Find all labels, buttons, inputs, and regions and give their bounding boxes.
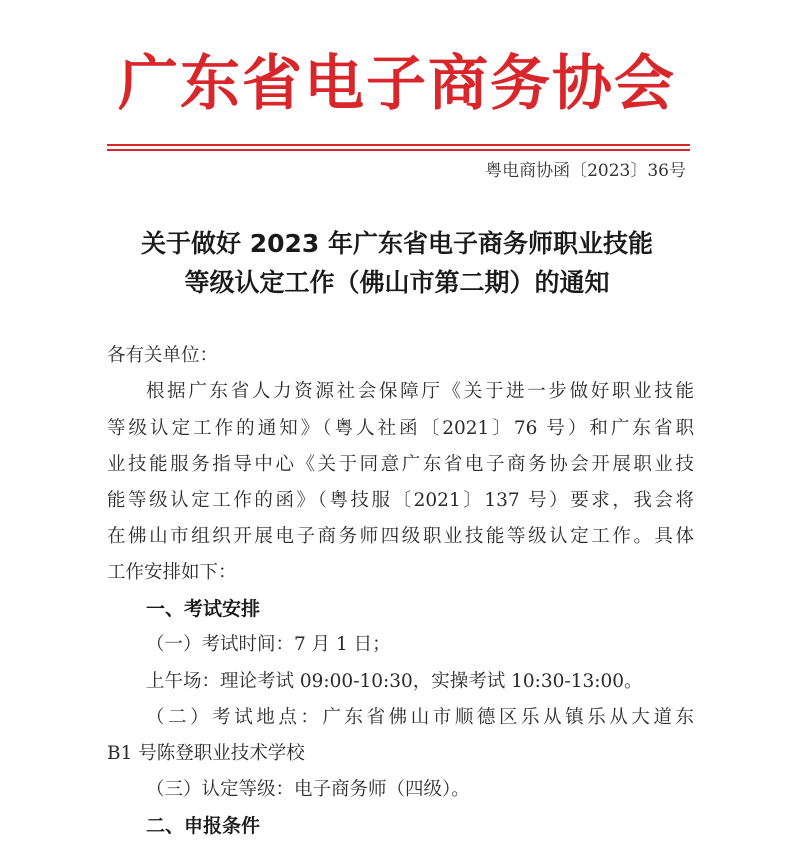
paragraph-line: 业技能服务指导中心《关于同意广东省电子商务协会开展职业技 bbox=[107, 454, 694, 475]
salutation: 各有关单位： bbox=[107, 345, 219, 366]
exam-time-detail: 上午场：理论考试 09:00-10:30，实操考试 10:30-13:00。 bbox=[146, 671, 643, 692]
paragraph-line: 在佛山市组织开展电子商务师四级职业技能等级认定工作。具体 bbox=[107, 526, 694, 547]
paragraph-line: 能等级认定工作的函》（粤技服〔2021〕137 号）要求，我会将 bbox=[107, 490, 694, 511]
document-number: 粤电商协函〔2023〕36号 bbox=[485, 161, 686, 181]
exam-location-item: （二）考试地点：广东省佛山市顺德区乐从镇乐从大道东 bbox=[146, 707, 694, 728]
paragraph-line: 根据广东省人力资源社会保障厅《关于进一步做好职业技能 bbox=[146, 381, 694, 402]
certification-level-item: （三）认定等级：电子商务师（四级）。 bbox=[146, 779, 470, 800]
exam-location-continued: B1 号陈登职业技术学校 bbox=[107, 743, 305, 764]
section-heading-application-conditions: 二、申报条件 bbox=[146, 815, 261, 837]
letterhead-divider-thick bbox=[107, 144, 690, 146]
section-heading-exam-arrangement: 一、考试安排 bbox=[146, 598, 261, 620]
document-title-line-1: 关于做好 2023 年广东省电子商务师职业技能 bbox=[141, 229, 653, 258]
letterhead-org-name: 广东省电子商务协会 bbox=[118, 49, 676, 119]
exam-time-item: （一）考试时间：7 月 1 日； bbox=[146, 634, 391, 655]
letterhead-divider-thin bbox=[107, 149, 690, 151]
paragraph-line: 工作安排如下： bbox=[107, 562, 237, 583]
paragraph-line: 等级认定工作的通知》（粤人社函〔2021〕76 号）和广东省职 bbox=[107, 418, 694, 439]
document-title-line-2: 等级认定工作（佛山市第二期）的通知 bbox=[184, 268, 610, 297]
